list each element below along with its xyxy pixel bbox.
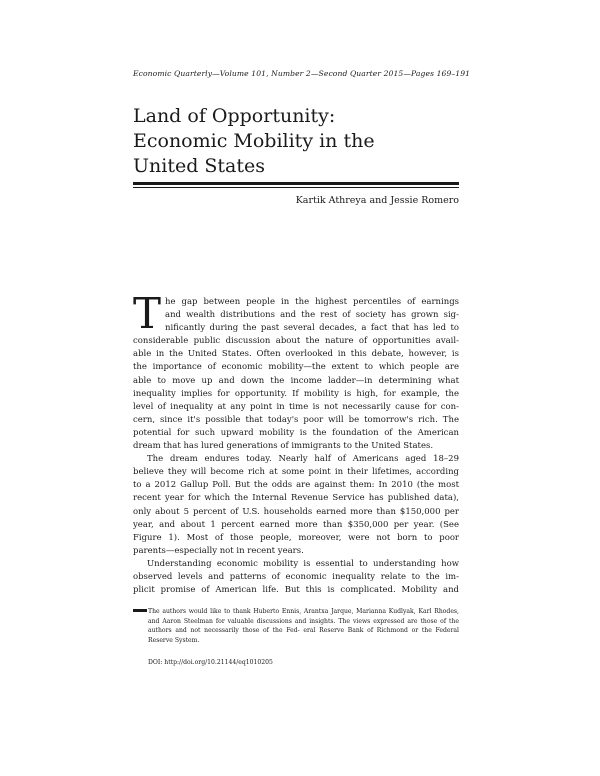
- text-line: year, and about 1 percent earned more than $350,000 per year. (See: [133, 519, 459, 530]
- text-line: parents—especially not in recent years.: [133, 545, 304, 556]
- text-line: only about 5 percent of U.S. households earned more than $150,000 per: [133, 506, 459, 517]
- article-title: [133, 104, 473, 179]
- text-line: able to move up and down the income ladder—in determining what: [133, 375, 459, 386]
- paragraph-3: [133, 558, 459, 597]
- title-line: Land of Opportunity:: [133, 105, 336, 127]
- text-line: inequality implies for opportunity. If mobility is high, for example, the: [133, 388, 459, 399]
- text-line: The dream endures today. Nearly half of Americans aged 18–29: [147, 454, 459, 465]
- paragraph-2: [133, 453, 459, 558]
- text-line: and wealth distributions and the rest of society has grown sig-: [165, 310, 459, 321]
- article-body: [133, 289, 459, 597]
- text-line: considerable public discussion about the nature of opportunities avail-: [133, 336, 459, 347]
- text-line: potential for such upward mobility is the foundation of the American: [133, 427, 459, 438]
- doi-link[interactable]: DOI: http://doi.org/10.21144/eq1010205: [148, 659, 273, 666]
- text-line: able in the United States. Often overlooked in this debate, however, is: [133, 349, 459, 360]
- text-line: plicit promise of American life. But this is complicated. Mobility and: [133, 585, 459, 596]
- text-line: nificantly during the past several decades, a fact that has led to: [165, 323, 459, 334]
- footnote-marker: [133, 609, 147, 612]
- text-line: recent year for which the Internal Revenue Service has published data),: [133, 493, 459, 504]
- text-line: the importance of economic mobility—the extent to which people are: [133, 362, 459, 373]
- text-line: Understanding economic mobility is essential to understanding how: [147, 558, 459, 569]
- text-line: dream that has lured generations of immigrants to the United States.: [133, 441, 434, 452]
- title-rule-thick: [133, 182, 459, 185]
- drop-cap: T: [133, 289, 162, 338]
- title-line: United States: [133, 155, 266, 177]
- text-line: Figure 1). Most of those people, moreover, were not born to poor: [133, 532, 459, 543]
- title-line: Economic Mobility in the: [133, 130, 375, 152]
- text-line: to a 2012 Gallup Poll. But the odds are against them: In 2010 (the most: [133, 480, 459, 491]
- text-line: cern, since it's possible that today's poor will be tomorrow's rich. The: [133, 414, 459, 425]
- title-rule-thin: [133, 187, 459, 188]
- author-footnote: The authors would like to thank Huberto Ennis, Arantxa Jarque, Marianna Kudlyak, Karl Rhodes, and Aaron Steelman for valuable discussions and insights. The views expressed are those of the authors and not necessarily those of the Fed- eral Reserve Bank of Richmond or the Federal Reserve System.: [148, 608, 459, 644]
- text-line: observed levels and patterns of economic inequality relate to the im-: [133, 571, 459, 582]
- paragraph-1: [133, 289, 459, 453]
- author-byline: Kartik Athreya and Jessie Romero: [295, 195, 459, 206]
- text-line: he gap between people in the highest percentiles of earnings: [165, 297, 459, 307]
- text-line: believe they will become rich at some point in their lifetimes, according: [133, 467, 459, 478]
- text-line: level of inequality at any point in time is not necessarily cause for con-: [133, 401, 459, 412]
- running-head: Economic Quarterly—Volume 101, Number 2—Second Quarter 2015—Pages 169–191: [133, 69, 471, 78]
